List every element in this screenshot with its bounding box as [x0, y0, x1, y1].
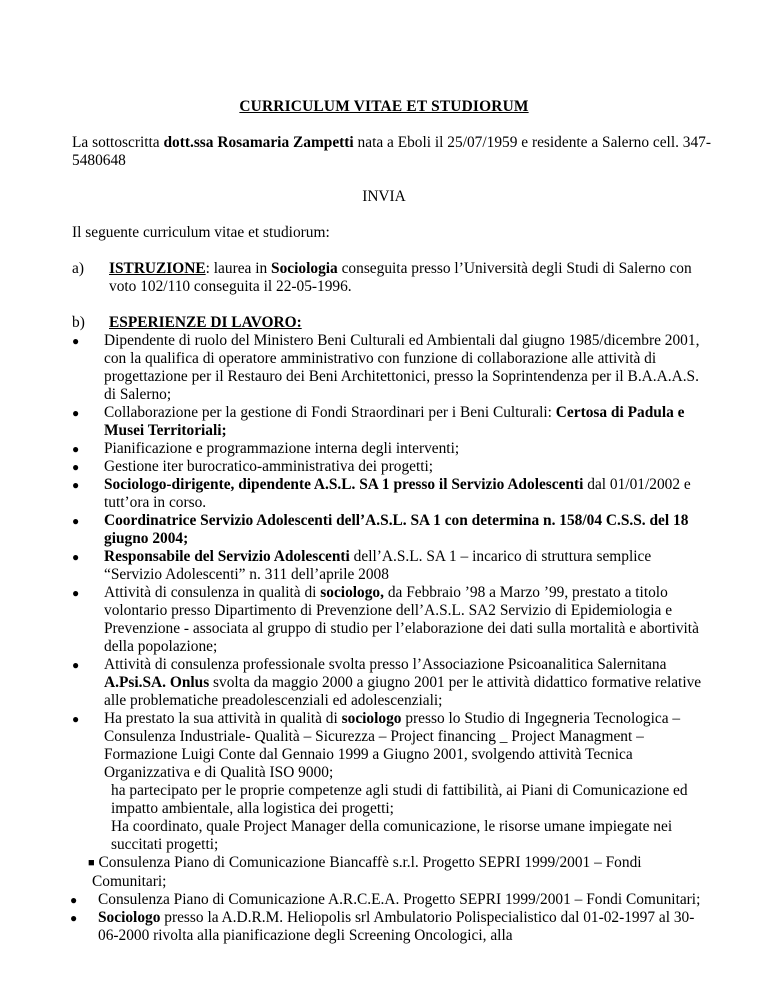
list-item: ● Attività di consulenza in qualità di sociologo, da Febbraio ’98 a Marzo ’99, prestato a titolo volontario presso Dipartimento di Prevenzione dell’A.S.L. SA2 Servizio di Epidemiologia e Prevenzione - associata al gruppo di studio per l’elaborazione dei dati sulla mortalità e abortività della popolazione; — [72, 584, 699, 655]
document-title: CURRICULUM VITAE ET STUDIORUM — [239, 98, 529, 115]
section-text: : laurea in — [205, 260, 272, 277]
list-item-plain: ha partecipato per le proprie competenze agli studi di fattibilità, ai Piani di Comunicazione ed impatto ambientale, alla logistica dei progetti; — [111, 782, 688, 817]
author-name: dott.ssa Rosamaria Zampetti — [163, 134, 354, 151]
section-heading: ESPERIENZE DI LAVORO: — [109, 314, 302, 331]
list-item: ● Sociologo presso la A.D.R.M. Heliopolis srl Ambulatorio Polispecialistico dal 01-02-1997 al 30-06-2000 rivolta alla pianificazione degli Screening Oncologici, alla — [70, 909, 695, 944]
list-item: ● Ha prestato la sua attività in qualità di sociologo presso lo Studio di Ingegneria Tecnologica – Consulenza Industriale- Qualità – Sicurezza – Project financing _ Project Managment – Formazione Luigi Conte dal Gennaio 1999 a Giugno 2001, svolgendo attività Tecnica Organizzativa e di Qualità ISO 9000; — [72, 710, 681, 781]
section-esperienze — [72, 314, 712, 945]
lead-paragraph: Il seguente curriculum vitae et studiorum: — [72, 224, 330, 241]
section-letter: b) — [72, 314, 85, 331]
intro-paragraph — [72, 134, 712, 170]
degree-subject: Sociologia — [271, 260, 338, 277]
bullet-icon: ● — [72, 478, 80, 492]
section-istruzione — [72, 260, 712, 296]
bullet-icon: ● — [70, 893, 78, 907]
bullet-icon: ● — [72, 712, 80, 726]
list-item: ● Collaborazione per la gestione di Fondi Straordinari per i Beni Culturali: Certosa di Padula e Musei Territoriali; — [72, 404, 685, 439]
list-item: ● Consulenza Piano di Comunicazione A.R.C.E.A. Progetto SEPRI 1999/2001 – Fondi Comunitari; — [70, 891, 701, 908]
section-letter: a) — [72, 260, 84, 277]
bullet-icon: ● — [72, 460, 80, 474]
bullet-icon: ● — [72, 406, 80, 420]
list-item: ● Attività di consulenza professionale svolta presso l’Associazione Psicoanalitica Salernitana A.Psi.SA. Onlus svolta da maggio 2000 a giugno 2001 per le attività didattico formative relative alle problematiche preadolescenziali ed adolescenziali; — [72, 656, 702, 709]
bullet-icon: ● — [72, 334, 80, 348]
intro-text: La sottoscritta — [72, 134, 164, 151]
list-item: ● Pianificazione e programmazione interna degli interventi; — [72, 440, 460, 457]
bullet-icon: ● — [72, 442, 80, 456]
list-item: ● Coordinatrice Servizio Adolescenti dell’A.S.L. SA 1 con determina n. 158/04 C.S.S. del 18 giugno 2004; — [72, 512, 689, 547]
list-item: ● Responsabile del Servizio Adolescenti dell’A.S.L. SA 1 – incarico di struttura semplice “Servizio Adolescenti” n. 311 dell’aprile 2008 — [72, 548, 652, 583]
section-text-rest: conseguita presso l’Università degli Studi di Salerno con voto 102/110 conseguita il 22-05-1996. — [109, 260, 692, 295]
list-item: ■ Consulenza Piano di Comunicazione Biancaffè s.r.l. Progetto SEPRI 1999/2001 – Fondi Comunitari; — [88, 854, 642, 890]
bullet-icon: ● — [72, 658, 80, 672]
section-heading: ISTRUZIONE — [109, 260, 206, 277]
bullet-icon: ● — [72, 550, 80, 564]
bullet-icon: ● — [70, 911, 78, 925]
list-item: ● Sociologo-dirigente, dipendente A.S.L. SA 1 presso il Servizio Adolescenti dal 01/01/2002 e tutt’ora in corso. — [72, 476, 691, 511]
bullet-icon: ● — [72, 586, 80, 600]
bullet-icon: ● — [72, 514, 80, 528]
invia-heading: INVIA — [362, 188, 406, 205]
list-item: ● Dipendente di ruolo del Ministero Beni Culturali ed Ambientali dal giugno 1985/dicembre 2001, con la qualifica di operatore amministrativo con funzione di collaborazione alle attività di progettazione per il Restauro dei Beni Architettonici, presso la Soprintendenza per il B.A.A.A.S. di Salerno; — [72, 332, 700, 403]
intro-text-rest: nata a Eboli il 25/07/1959 e residente a Salerno cell. 347-5480648 — [72, 134, 712, 169]
square-bullet-icon: ■ — [88, 857, 95, 869]
list-item-plain: Ha coordinato, quale Project Manager della comunicazione, le risorse umane impiegate nei succitati progetti; — [111, 818, 673, 853]
experience-list — [0, 332, 712, 945]
list-item: ● Gestione iter burocratico-amministrativa dei progetti; — [72, 458, 434, 475]
